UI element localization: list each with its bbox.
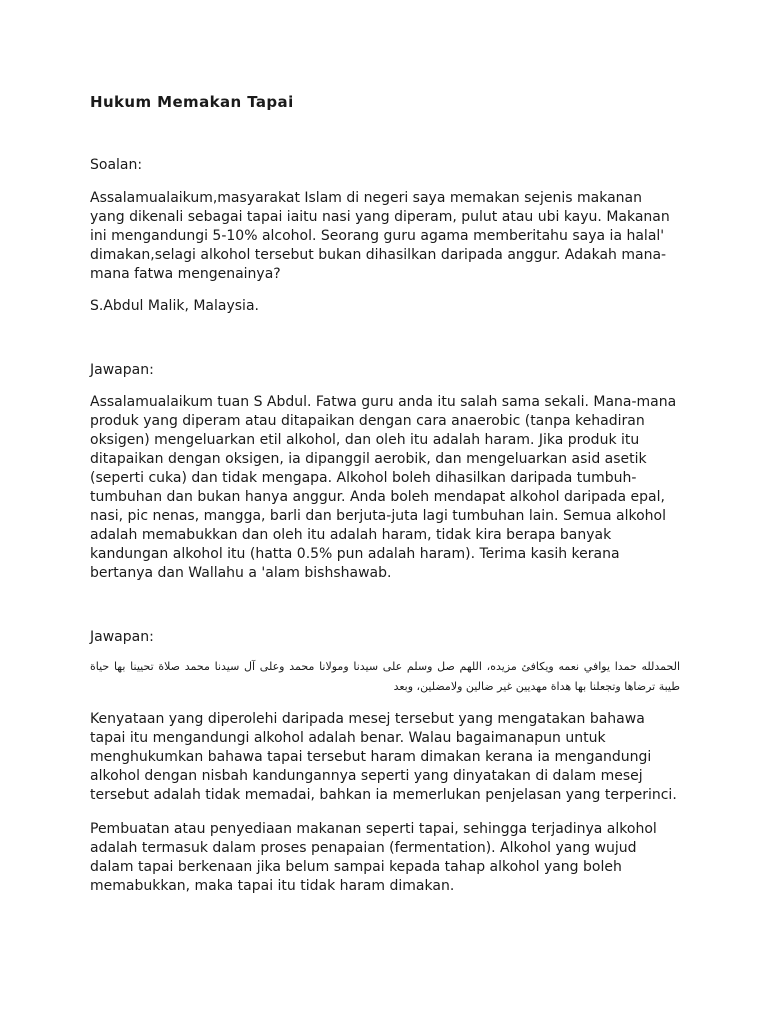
question-text: Assalamualaikum,masyarakat Islam di negeri saya memakan sejenis makanan yang dikenali sebagai tapai iaitu nasi yang diperam, pulut atau ubi kayu. Makanan ini mengandungi 5-10% alcohol. Seorang guru agama memberitahu saya ia halal' dimakan,selagi alkohol tersebut bukan dihasilkan daripada anggur. Adakah mana-mana fatwa mengenainya? [90, 190, 670, 282]
question-signature: S.Abdul Malik, Malaysia. [90, 298, 259, 314]
question-label: Soalan: [90, 157, 143, 173]
document-title: Hukum Memakan Tapai [90, 93, 294, 111]
answer-2-label: Jawapan: [90, 629, 154, 645]
answer-1-text: Assalamualaikum tuan S Abdul. Fatwa guru anda itu salah sama sekali. Mana-mana produk yang diperam atau ditapaikan dengan cara anaerobic (tanpa kehadiran oksigen) mengeluarkan etil alkohol, dan oleh itu adalah haram. Jika produk itu ditapaikan dengan oksigen, ia dipanggil aerobik, dan mengeluarkan asid asetik (seperti cuka) dan tidak mengapa. Alkohol boleh dihasilkan daripada tumbuh-tumbuhan dan bukan hanya anggur. Anda boleh mendapat alkohol daripada epal, nasi, pic nenas, mangga, barli dan berjuta-juta lagi tumbuhan lain. Semua alkohol adalah memabukkan dan oleh itu adalah haram, tidak kira berapa banyak kandungan alkohol itu (hatta 0.5% pun adalah haram). Terima kasih kerana bertanya dan Wallahu a 'alam bishshawab. [90, 394, 677, 581]
answer-2-paragraph-1: Kenyataan yang diperolehi daripada mesej tersebut yang mengatakan bahawa tapai itu mengandungi alkohol adalah benar. Walau bagaimanapun untuk menghukumkan bahawa tapai tersebut haram dimakan kerana ia mengandungi alkohol dengan nisbah kandungannya seperti yang dinyatakan di dalam mesej tersebut adalah tidak memadai, bahkan ia memerlukan penjelasan yang terperinci. [90, 711, 677, 803]
arabic-opening: الحمدلله حمدا يوافي نعمه ويكافئ مزيده، اللهم صل وسلم على سيدنا ومولانا محمد وعلى آل سيدنا محمد صلاة تحيينا بها حياة طيبة ترضاها وتجعلنا بها هداة مهديين غير ضالين ولامضلين، وبعد [90, 660, 680, 693]
answer-1-label: Jawapan: [90, 362, 154, 378]
answer-2-paragraph-2: Pembuatan atau penyediaan makanan seperti tapai, sehingga terjadinya alkohol adalah termasuk dalam proses penapaian (fermentation). Alkohol yang wujud dalam tapai berkenaan jika belum sampai kepada tahap alkohol yang boleh memabukkan, maka tapai itu tidak haram dimakan. [90, 821, 657, 894]
